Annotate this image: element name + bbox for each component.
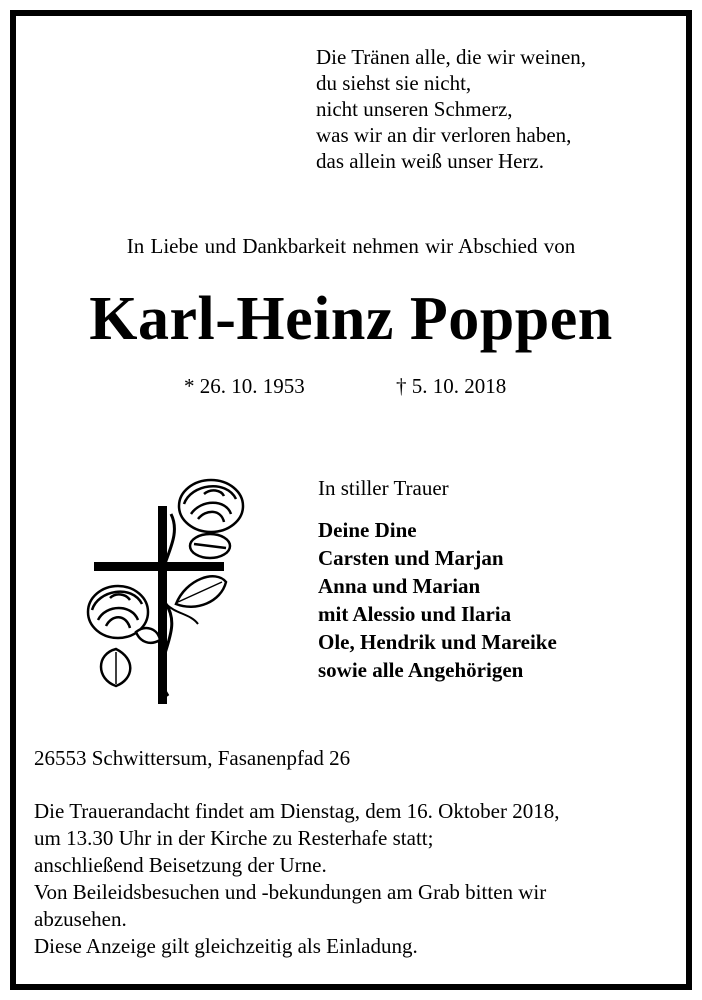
birth-date: * 26. 10. 1953 <box>184 374 305 398</box>
notice-line: Die Trauerandacht findet am Dienstag, dem 16. Oktober 2018, <box>34 799 560 823</box>
obituary-frame <box>10 10 692 990</box>
mourning-label: In stiller Trauer <box>318 476 449 500</box>
mourner-name: Ole, Hendrik und Mareike <box>318 630 557 654</box>
service-notice <box>34 798 684 960</box>
notice-line: Diese Anzeige gilt gleichzeitig als Einladung. <box>34 934 418 958</box>
cross-with-roses-icon <box>76 464 246 704</box>
notice-line: Von Beileidsbesuchen und -bekundungen am Grab bitten wir <box>34 880 547 904</box>
mourner-name: sowie alle Angehörigen <box>318 658 524 682</box>
poem-line: du siehst sie nicht, <box>316 71 472 95</box>
poem-line: was wir an dir verloren haben, <box>316 123 572 147</box>
deceased-name: Karl-Heinz Poppen <box>89 285 613 353</box>
poem-line: Die Tränen alle, die wir weinen, <box>316 45 587 69</box>
poem-line: nicht unseren Schmerz, <box>316 97 513 121</box>
poem <box>316 44 586 174</box>
notice-line: um 13.30 Uhr in der Kirche zu Resterhafe statt; <box>34 826 434 850</box>
mourners-list <box>318 516 557 684</box>
mourner-name: mit Alessio und Ilaria <box>318 602 512 626</box>
death-date: † 5. 10. 2018 <box>396 374 507 398</box>
family-address: 26553 Schwittersum, Fasanenpfad 26 <box>34 746 351 770</box>
mourner-name: Anna und Marian <box>318 574 481 598</box>
notice-line: anschließend Beisetzung der Urne. <box>34 853 327 877</box>
notice-line: abzusehen. <box>34 907 127 931</box>
poem-line: das allein weiß unser Herz. <box>316 149 544 173</box>
mourner-name: Deine Dine <box>318 518 417 542</box>
farewell-intro: In Liebe und Dankbarkeit nehmen wir Abschied von <box>126 234 576 258</box>
mourner-name: Carsten und Marjan <box>318 546 504 570</box>
